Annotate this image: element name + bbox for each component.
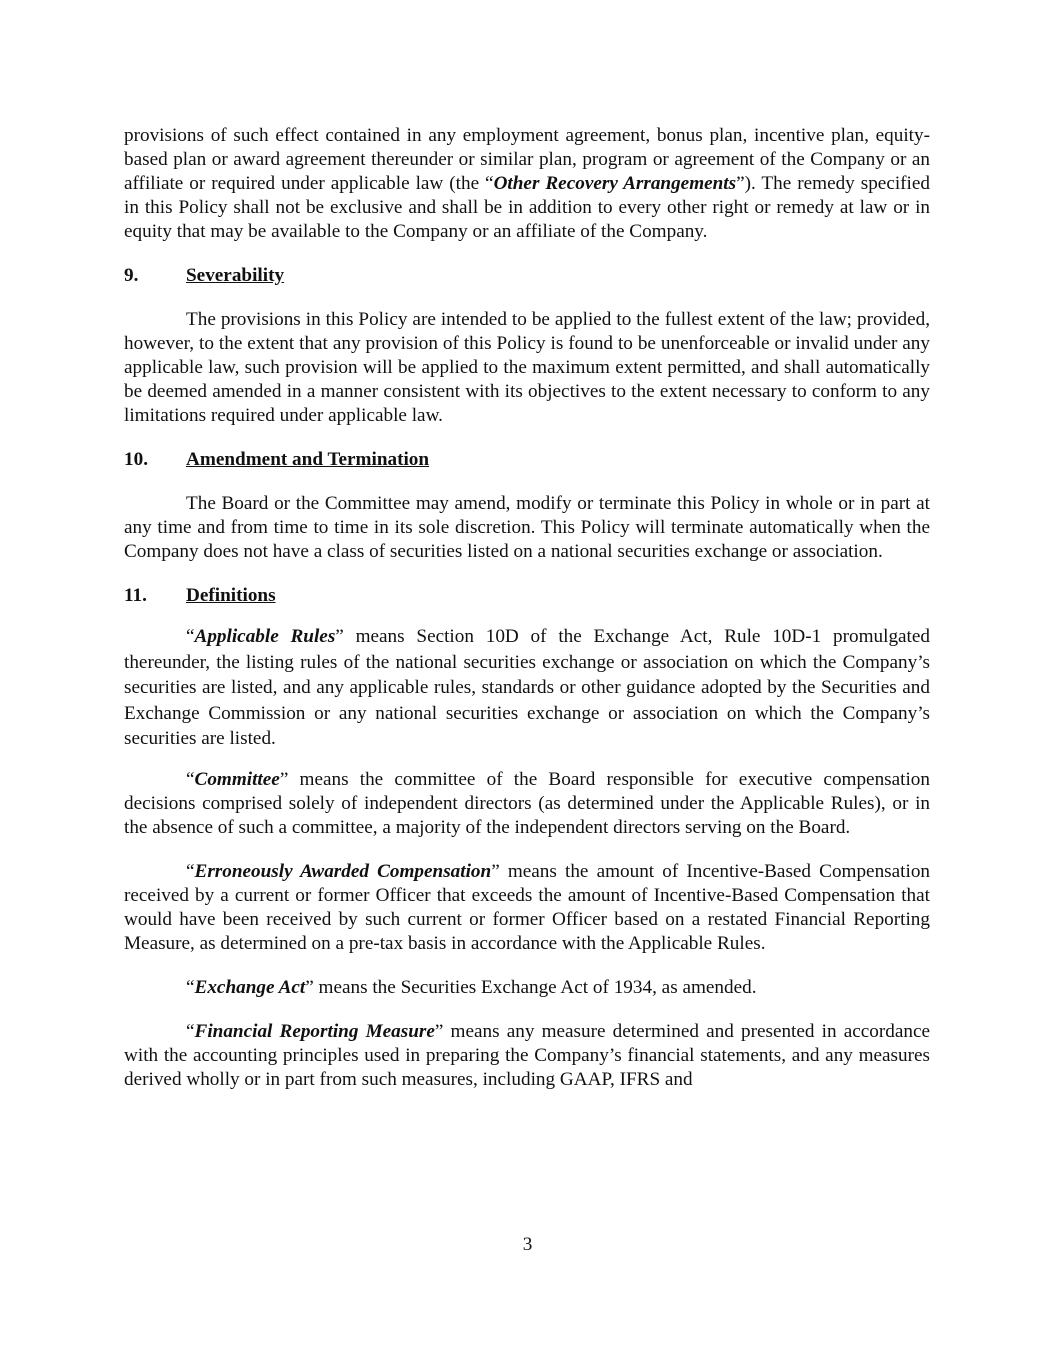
section-heading-definitions [124,584,930,608]
definition-exchange-act: “Exchange Act” means the Securities Exchange Act of 1934, as amended. [186,976,757,998]
section-heading-severability [124,264,930,288]
intro-paragraph: provisions of such effect contained in any employment agreement, bonus plan, incentive plan, equity-based plan or award agreement thereunder or similar plan, program or agreement of the Company or an affiliate or required under applicable law (the “Other Recovery Arrangements”). The remedy specified in this Policy shall not be exclusive and shall be in addition to every other right or remedy at law or in equity that may be available to the Company or an affiliate of the Company. [124,125,930,242]
section-title: Severability [186,265,285,286]
section-title: Amendment and Termination [186,449,430,470]
definition-committee: “Committee” means the committee of the Board responsible for executive compensation decisions comprised solely of independent directors (as determined under the Applicable Rules), or in the absence of such a committee, a majority of the independent directors serving on the Board. [124,768,930,838]
section-number: 9. [124,265,139,286]
defined-term: Applicable Rules [194,626,336,647]
amendment-paragraph: The Board or the Committee may amend, modify or terminate this Policy in whole or in part at any time and from time to time in its sole discretion. This Policy will terminate automatically when the Company does not have a class of securities listed on a national securities exchange or association. [124,493,930,562]
section-title: Definitions [186,585,276,606]
defined-term: Erroneously Awarded Compensation [194,860,492,882]
section-heading-amendment [124,448,930,472]
defined-term: Exchange Act [194,976,306,998]
defined-term: Financial Reporting Measure [194,1020,435,1042]
section-number: 10. [124,449,148,470]
page-number: 3 [522,1234,533,1255]
section-number: 11. [124,585,147,606]
defined-term: Committee [194,768,280,790]
document-page [124,124,930,1092]
defined-term: Other Recovery Arrangements [493,173,737,194]
definition-financial-reporting-measure: “Financial Reporting Measure” means any measure determined and presented in accordance with the accounting principles used in preparing the Company’s financial statements, and any measures derived wholly or in part from such measures, including GAAP, IFRS and [124,1020,930,1090]
definition-applicable-rules: “Applicable Rules” means Section 10D of the Exchange Act, Rule 10D-1 promulgated thereunder, the listing rules of the national securities exchange or association on which the Company’s securities are listed, and any applicable rules, standards or other guidance adopted by the Securities and Exchange Commission or any national securities exchange or association on which the Company’s securities are listed. [124,626,930,749]
definition-erroneously-awarded-compensation: “Erroneously Awarded Compensation” means the amount of Incentive-Based Compensation received by a current or former Officer that exceeds the amount of Incentive-Based Compensation that would have been received by such current or former Officer based on a restated Financial Reporting Measure, as determined on a pre-tax basis in accordance with the Applicable Rules. [124,860,931,954]
severability-paragraph: The provisions in this Policy are intended to be applied to the fullest extent of the law; provided, however, to the extent that any provision of this Policy is found to be unenforceable or invalid under any applicable law, such provision will be applied to the maximum extent permitted, and shall automatically be deemed amended in a manner consistent with its objectives to the extent necessary to conform to any limitations required under applicable law. [124,309,930,426]
